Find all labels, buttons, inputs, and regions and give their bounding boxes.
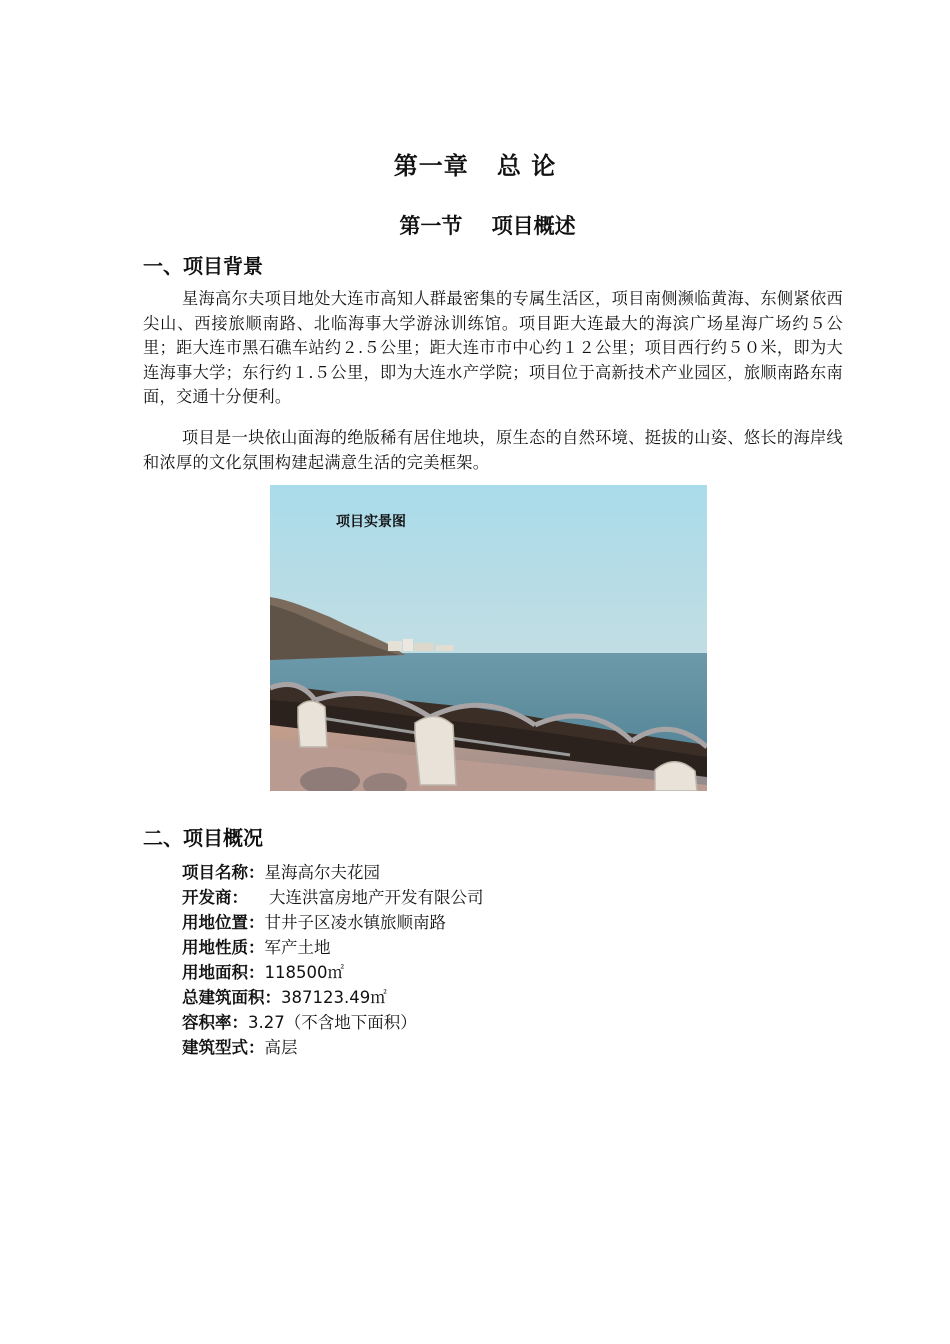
overview-heading: 二、项目概况 [143, 826, 263, 850]
info-row-location: 用地位置：甘井子区凌水镇旅顺南路 [182, 913, 446, 932]
info-row-building-type: 建筑型式：高层 [182, 1038, 298, 1057]
info-row-land-area: 用地面积：118500㎡ [182, 963, 344, 982]
project-info-list [182, 860, 483, 1060]
info-row-developer: 开发商： 大连洪富房地产开发有限公司 [182, 888, 484, 907]
project-photo [270, 485, 707, 791]
background-paragraph-1: 星海高尔夫项目地处大连市高知人群最密集的专属生活区，项目南侧濒临黄海、东侧紧依西尖山、西接旅顺南路、北临海事大学游泳训练馆。项目距大连最大的海滨广场星海广场约５公里；距大连市黑石礁车站约２.５公里；距大连市市中心约１２公里；项目西行约５０米，即为大连海事大学；东行约１.５公里，即为大连水产学院；项目位于高新技术产业园区，旅顺南路东南面，交通十分便利。 [143, 289, 843, 407]
info-row-building-area: 总建筑面积：387123.49㎡ [182, 988, 387, 1007]
section-title: 第一节 项目概述 [399, 214, 576, 238]
background-heading: 一、项目背景 [143, 254, 263, 278]
info-row-land-nature: 用地性质：军产土地 [182, 938, 331, 957]
chapter-title: 第一章 总 论 [393, 152, 557, 180]
info-row-name: 项目名称：星海高尔夫花园 [182, 863, 380, 882]
photo-caption: 项目实景图 [336, 514, 406, 530]
background-paragraph-2: 项目是一块依山面海的绝版稀有居住地块，原生态的自然环境、挺拔的山姿、悠长的海岸线和浓厚的文化氛围构建起满意生活的完美框架。 [143, 428, 843, 472]
info-row-plot-ratio: 容积率：3.27（不含地下面积） [182, 1013, 417, 1032]
